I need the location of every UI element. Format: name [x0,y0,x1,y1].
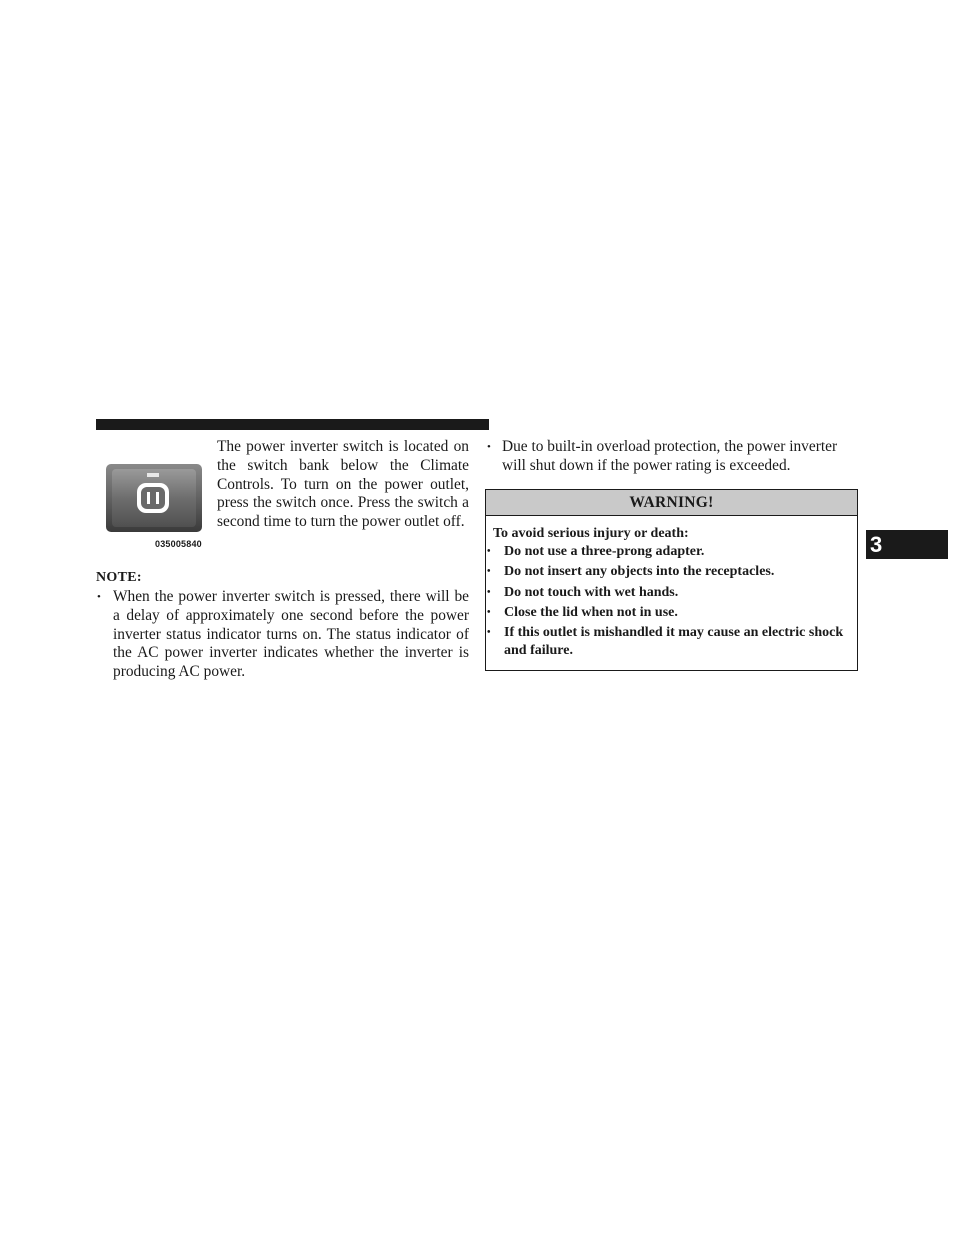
list-item [486,604,857,622]
warning-item-text: Close the lid when not in use. [504,604,678,620]
figure-id-label: 035005840 [155,539,202,549]
note-heading: NOTE: [96,570,142,585]
warning-item-text: Do not use a three-prong adapter. [504,544,705,559]
warning-item-text: If this outlet is mishandled it may cause an electric shock and failure. [504,625,844,659]
warning-box [485,489,858,671]
warning-title: WARNING! [486,490,857,516]
note-list [96,588,469,682]
warning-item-text: Do not touch with wet hands. [504,584,679,600]
list-item [96,588,469,682]
bullet-icon: • [487,566,491,578]
bullet-icon: • [487,627,491,639]
warning-item-text: Do not insert any objects into the receptacles. [504,564,775,580]
list-item [486,584,857,602]
chapter-tab: 3 [866,530,948,559]
bullet-icon: • [487,606,491,618]
overload-list [486,438,859,476]
section-header-rule [96,419,489,430]
list-item [486,543,857,561]
note-item-text: When the power inverter switch is pressed, there will be a delay of approximately one second before the power inverter status indicator turns on. The status indicator of the AC power inverter indicates whether the inverter is producing AC power. [113,588,469,681]
bullet-icon: • [97,591,101,603]
list-item [486,563,857,581]
intro-paragraph: The power inverter switch is located on the switch bank below the Climate Controls. To turn on the power outlet, press the switch once. Press the switch a second time to turn the power outlet off. [217,438,469,531]
list-item [486,624,857,660]
list-item [486,438,859,476]
bullet-icon: • [487,546,491,557]
warning-list [486,543,857,660]
bullet-icon: • [487,586,491,598]
warning-lead: To avoid serious injury or death: [493,526,689,541]
overload-item-text: Due to built-in overload protection, the power inverter will shut down if the power rating is exceeded. [502,438,838,474]
bullet-icon: • [487,441,491,453]
